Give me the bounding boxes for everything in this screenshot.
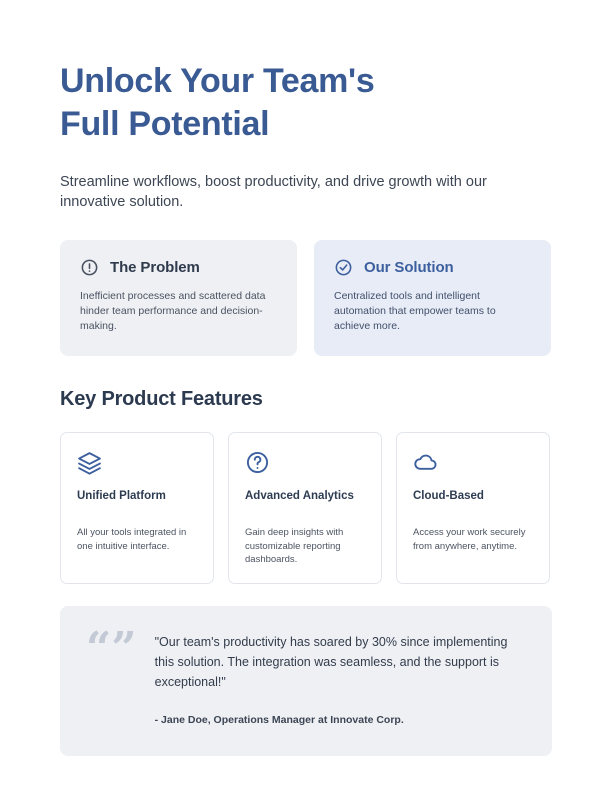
help-circle-icon <box>245 450 270 475</box>
feature-description: Gain deep insights with customizable reporting dashboards. <box>245 527 344 565</box>
feature-card-cloud-based <box>396 432 550 584</box>
feature-name: Advanced Analytics <box>245 490 354 502</box>
solution-card-header <box>334 258 531 277</box>
content-container <box>60 0 552 756</box>
feature-name: Cloud-Based <box>413 490 484 502</box>
hero-subtitle: Streamline workflows, boost productivity, and drive growth with our innovative solution. <box>60 174 487 210</box>
hero-title-line-1: Unlock Your Team's <box>60 62 375 100</box>
problem-card <box>60 240 297 356</box>
testimonial-body <box>155 630 526 726</box>
comparison-row <box>60 240 552 356</box>
quote-mark-icon: “” <box>86 622 137 674</box>
feature-description: Access your work securely from anywhere, anytime. <box>413 527 526 552</box>
testimonial-card <box>60 606 552 756</box>
feature-description: All your tools integrated in one intuitive interface. <box>77 527 187 552</box>
page-title <box>60 60 552 146</box>
feature-card-unified-platform <box>60 432 214 584</box>
feature-card-advanced-analytics <box>228 432 382 584</box>
features-heading: Key Product Features <box>60 388 263 410</box>
check-circle-icon <box>334 258 353 277</box>
solution-card <box>314 240 551 356</box>
feature-name: Unified Platform <box>77 490 166 502</box>
solution-card-title: Our Solution <box>364 259 454 276</box>
testimonial-attribution: - Jane Doe, Operations Manager at Innovate Corp. <box>154 713 404 726</box>
layers-icon <box>77 450 102 475</box>
problem-card-header <box>80 258 277 277</box>
cloud-icon <box>413 450 438 475</box>
hero-title-line-2: Full Potential <box>60 105 270 143</box>
problem-card-body: Inefficient processes and scattered data hinder team performance and decision-making. <box>80 290 266 332</box>
solution-card-body: Centralized tools and intelligent automation that empower teams to achieve more. <box>334 290 496 332</box>
testimonial-text: "Our team's productivity has soared by 30% since implementing this solution. The integration was seamless, and the support is exceptional!" <box>154 634 508 689</box>
alert-circle-icon <box>80 258 99 277</box>
features-row <box>60 432 552 584</box>
problem-card-title: The Problem <box>110 259 200 276</box>
